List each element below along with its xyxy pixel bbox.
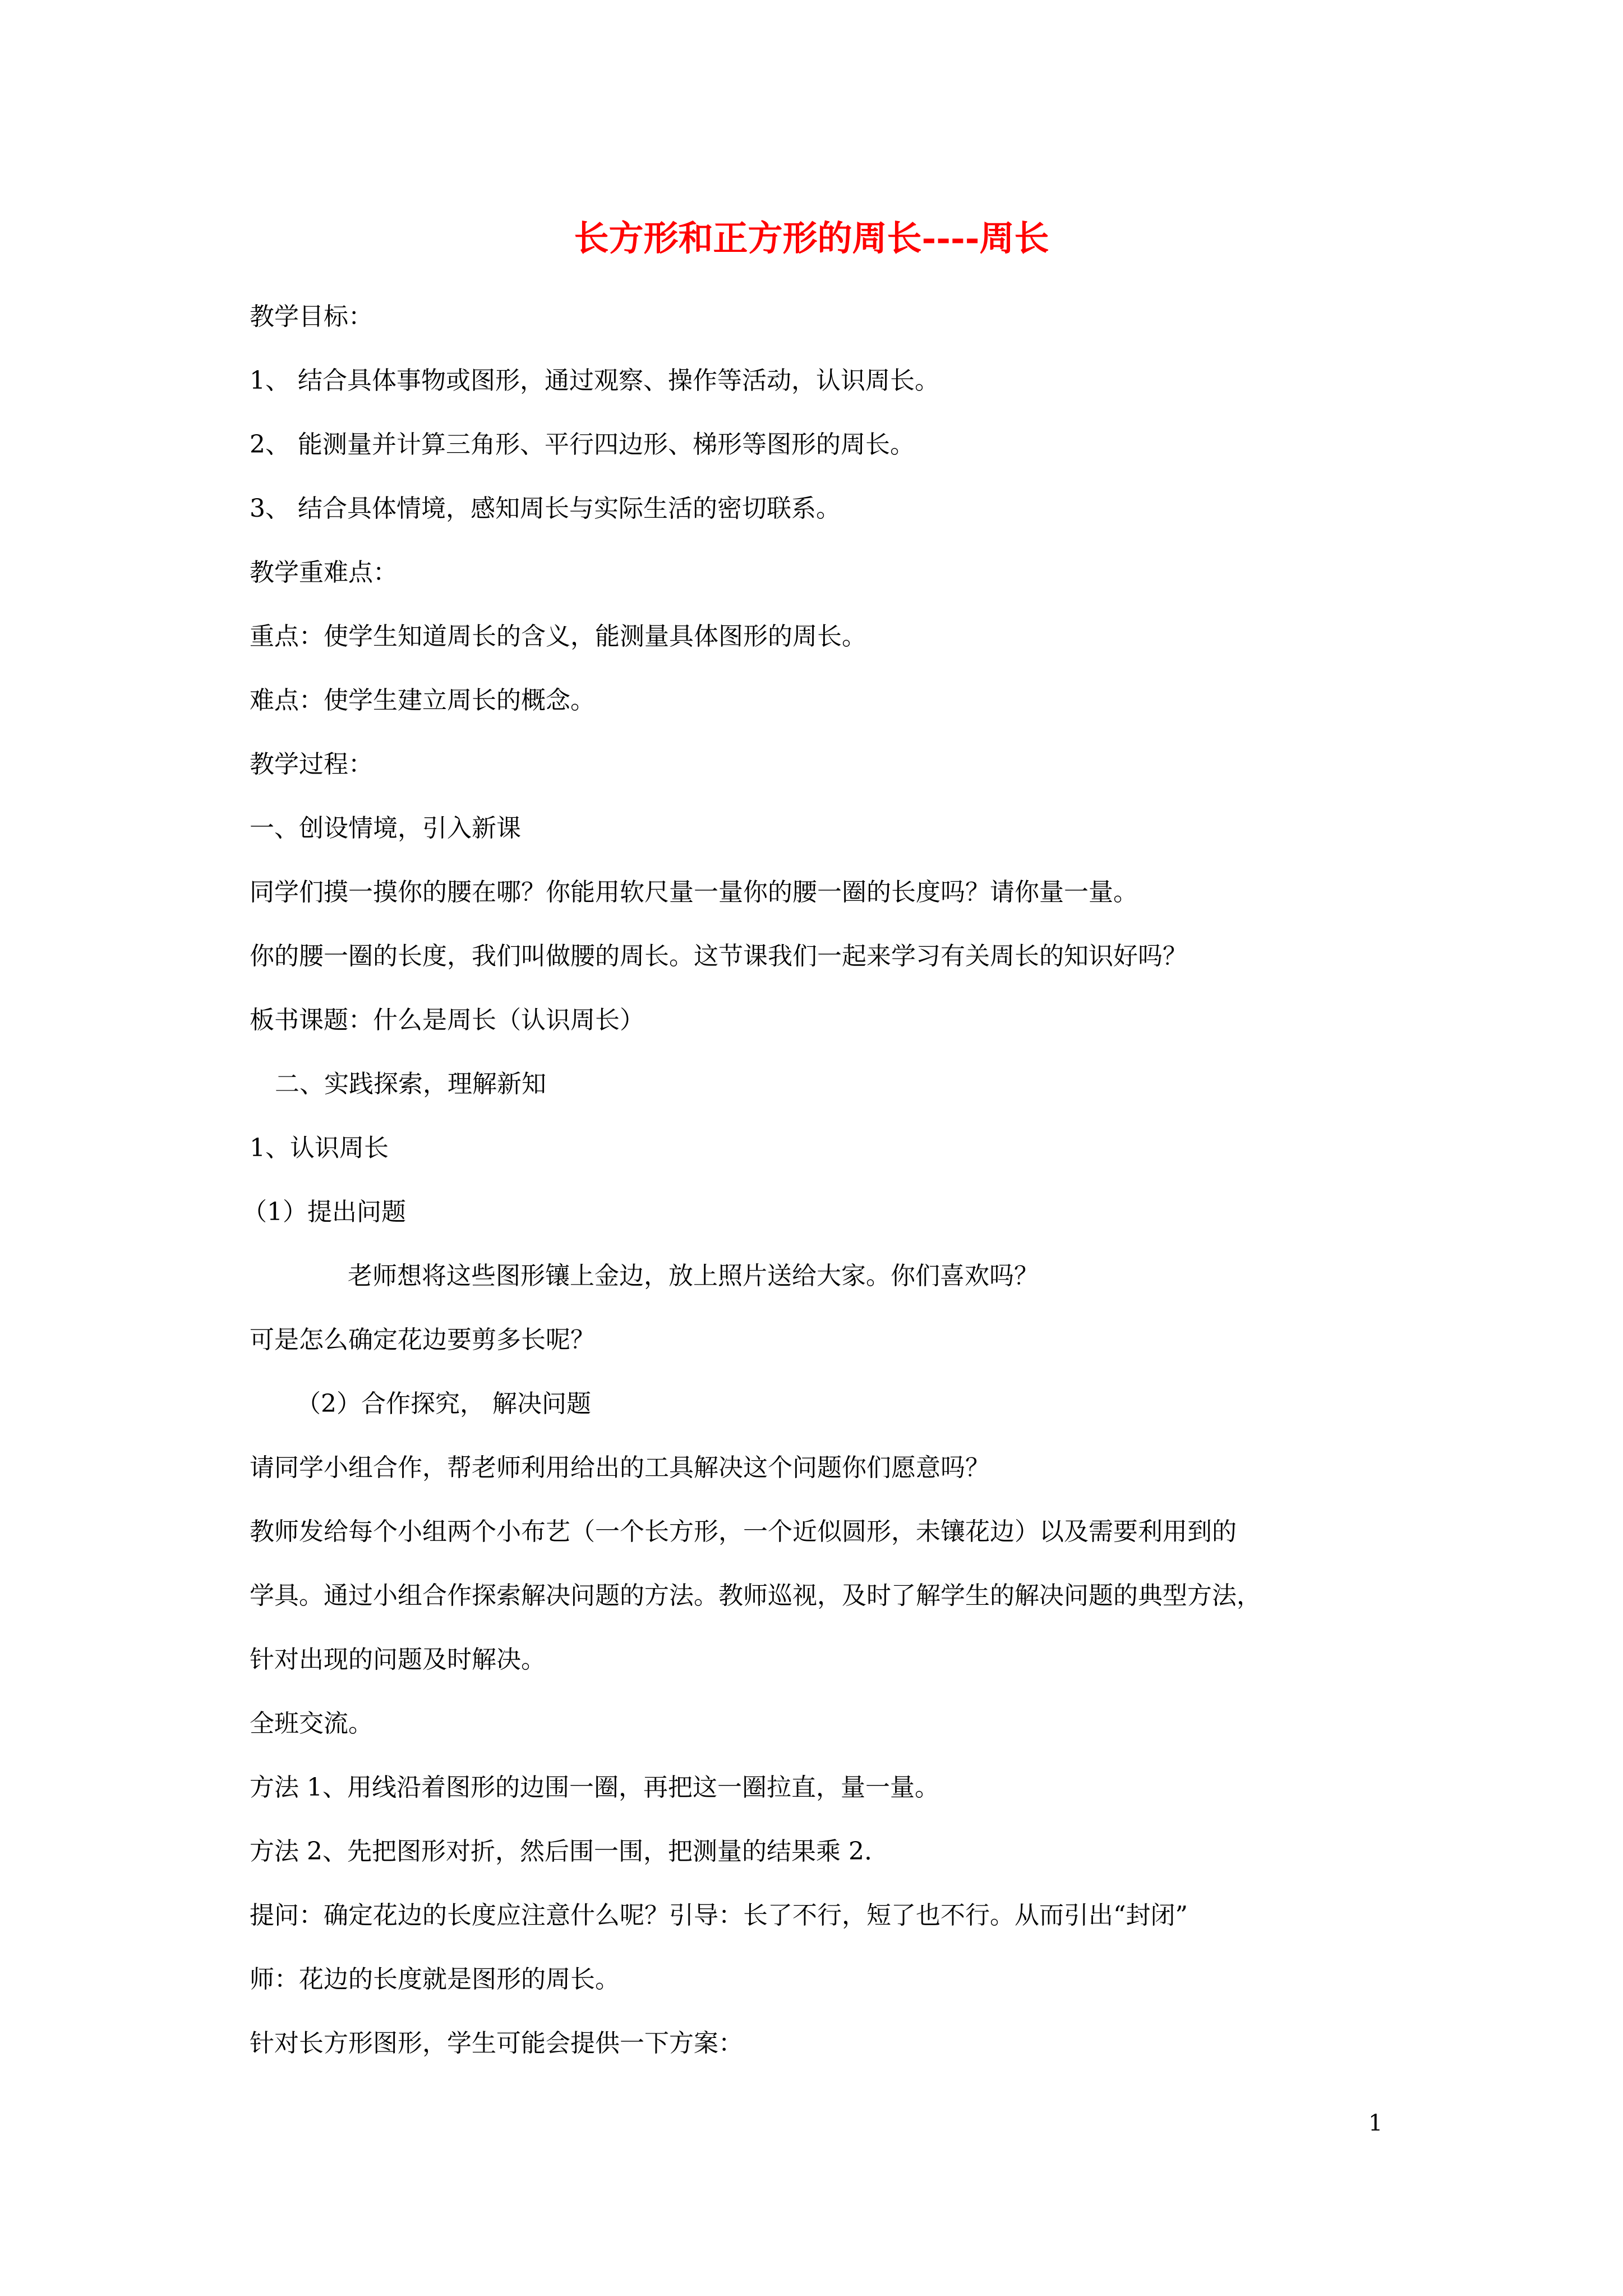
text-line: 老师想将这些图形镶上金边，放上照片送给大家。你们喜欢吗？ (348, 1262, 1039, 1290)
text-line: 提问：确定花边的长度应注意什么呢？引导：长了不行，短了也不行。从而引出“封闭” (250, 1901, 1188, 1930)
text-line: 你的腰一圈的长度，我们叫做腰的周长。这节课我们一起来学习有关周长的知识好吗？ (250, 942, 1187, 970)
text-line: 针对出现的问题及时解决。 (250, 1645, 546, 1674)
text-line: 方法 2、先把图形对折，然后围一围，把测量的结果乘 2. (250, 1837, 872, 1866)
text-line: 针对长方形图形，学生可能会提供一下方案： (250, 2029, 743, 2058)
text-line: 教学目标： (250, 302, 373, 331)
text-line: 1、认识周长 (250, 1134, 389, 1162)
text-line: 二、实践探索，理解新知 (275, 1070, 546, 1098)
text-line: 可是怎么确定花边要剪多长呢？ (250, 1326, 595, 1354)
text-line: 重点：使学生知道周长的含义，能测量具体图形的周长。 (250, 622, 866, 651)
text-line: 教学重难点： (250, 558, 398, 587)
text-line: 难点：使学生建立周长的概念。 (250, 686, 595, 715)
text-line: 一、创设情境，引入新课 (250, 814, 521, 843)
text-line: （2）合作探究， 解决问题 (296, 1389, 591, 1418)
text-line: 教学过程： (250, 750, 373, 779)
document-title: 长方形和正方形的周长----周长 (574, 218, 1049, 259)
text-line: 学具。通过小组合作探索解决问题的方法。教师巡视，及时了解学生的解决问题的典型方法， (250, 1581, 1261, 1610)
text-line: 1、 结合具体事物或图形，通过观察、操作等活动，认识周长。 (250, 366, 939, 395)
text-line: 请同学小组合作，帮老师利用给出的工具解决这个问题你们愿意吗？ (250, 1453, 990, 1482)
text-line: 方法 1、用线沿着图形的边围一圈，再把这一圈拉直，量一量。 (250, 1773, 939, 1802)
text-line: 3、 结合具体情境，感知周长与实际生活的密切联系。 (250, 494, 841, 523)
text-line: 2、 能测量并计算三角形、平行四边形、梯形等图形的周长。 (250, 430, 915, 459)
text-line: 板书课题：什么是周长（认识周长） (250, 1006, 644, 1034)
page-number: 1 (1368, 2110, 1383, 2136)
text-line: （1）提出问题 (242, 1198, 406, 1226)
text-line: 全班交流。 (250, 1709, 373, 1738)
text-line: 师：花边的长度就是图形的周长。 (250, 1965, 620, 1994)
text-line: 教师发给每个小组两个小布艺（一个长方形，一个近似圆形，未镶花边）以及需要利用到的 (250, 1517, 1237, 1546)
text-line: 同学们摸一摸你的腰在哪？你能用软尺量一量你的腰一圈的长度吗？请你量一量。 (250, 878, 1138, 907)
